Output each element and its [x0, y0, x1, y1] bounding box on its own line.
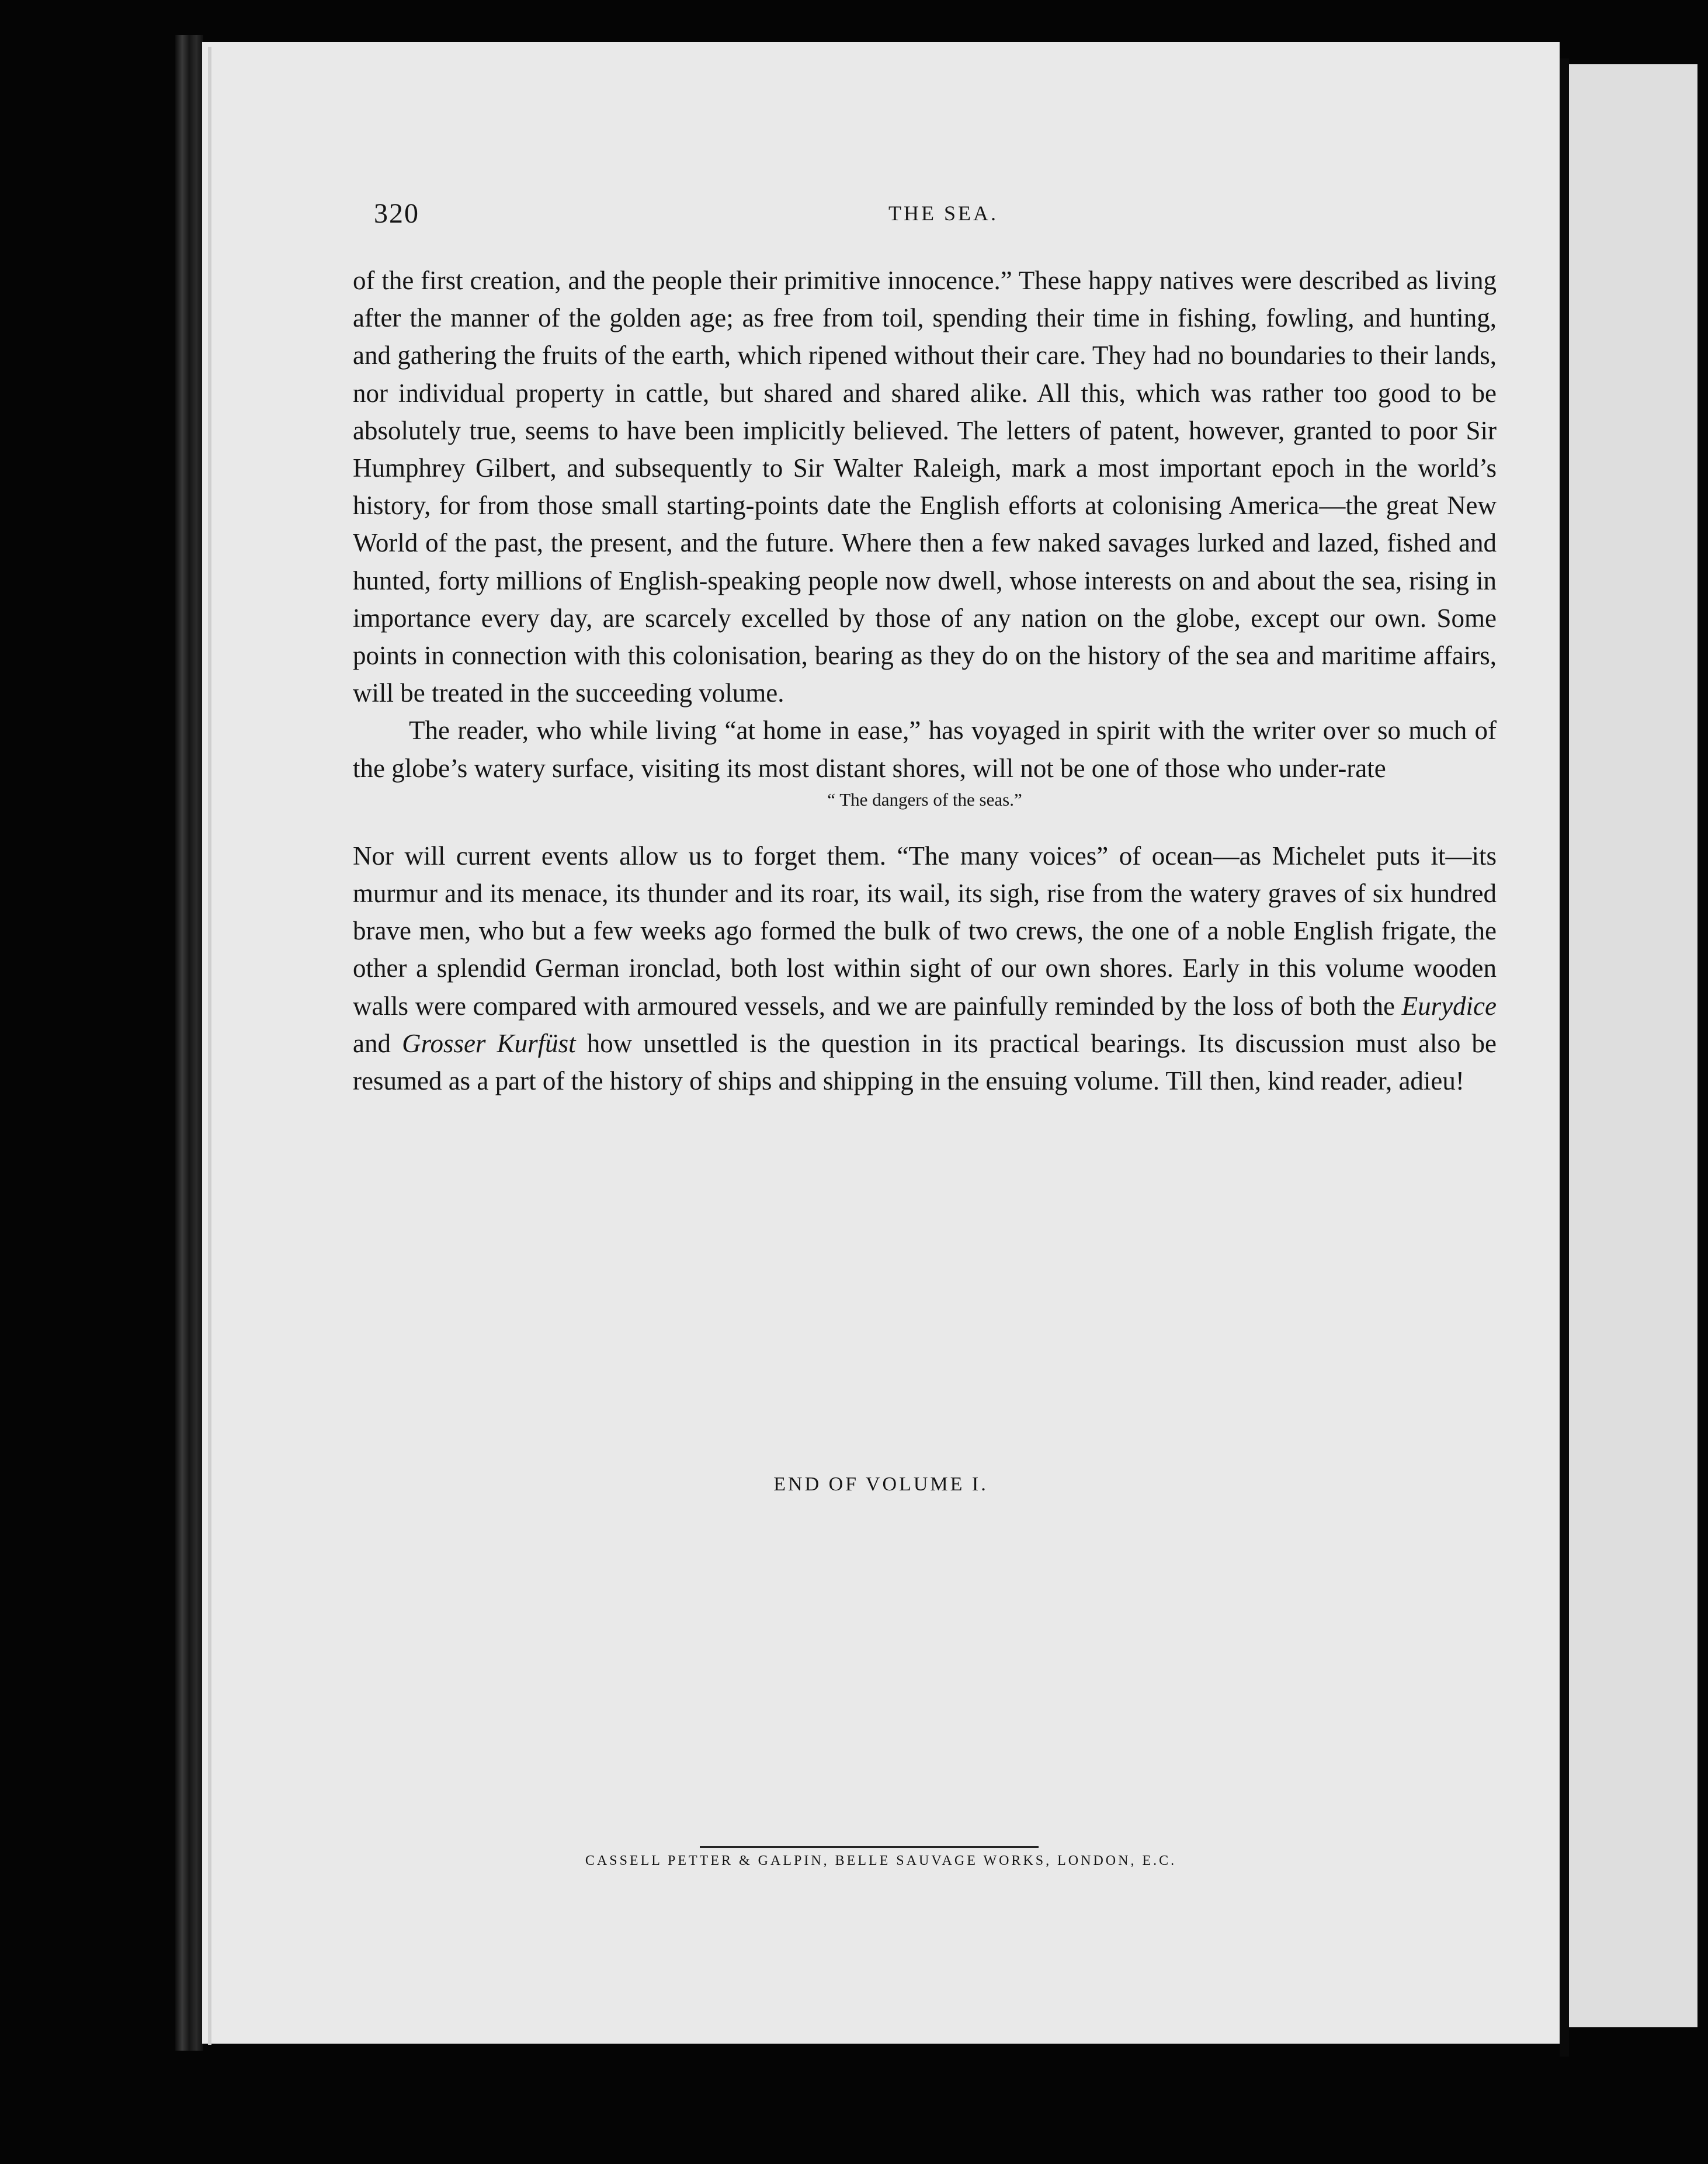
quotation: “ The dangers of the seas.” — [827, 789, 1022, 810]
running-head — [374, 197, 1513, 238]
page-number: 320 — [374, 198, 419, 229]
paragraph-1: of the first creation, and the people their primitive innocence.” These happy natives were described as living after the manner of the golden age; as free from toil, spending their time in fishing, fowling, and hunting, and gathering the fruits of the earth, which ripened without their care. They had no boundaries to their lands, nor individual property in cattle, but shared and shared alike. All this, which was rather too good to be absolutely true, seems to have been implicitly believed. The letters of patent, however, granted to poor Sir Humphrey Gilbert, and subsequently to Sir Walter Raleigh, mark a most important epoch in the world’s history, for from those small starting-points date the English efforts at colonising America—the great New World of the past, the present, and the future. Where then a few naked savages lurked and lazed, fished and hunted, forty millions of English-speaking people now dwell, whose interests on and about the sea, rising in importance every day, are scarcely excelled by those of any nation on the globe, except our own. Some points in connection with this colonisation, bearing as they do on the history of the sea and maritime affairs, will be treated in the succeeding volume. — [353, 266, 1497, 708]
book-spine — [175, 35, 203, 2051]
body-text — [353, 262, 1497, 1100]
facing-page-edge — [1569, 64, 1697, 2027]
ship-name-grosser-kurfust: Grosser Kurfüst — [402, 1028, 576, 1058]
conjunction: and — [353, 1028, 391, 1058]
paragraph-3 — [353, 837, 1497, 1100]
paragraph-3-text-1: Nor will current events allow us to forget them. “The many voices” of ocean—as Michelet puts it—its murmur and its menace, its thunder and its roar, its wail, its sigh, rise from the watery graves of six hundred brave men, who but a few weeks ago formed the bulk of two crews, the one of a noble English frigate, the other a splendid German ironclad, both lost within sight of our own shores. Early in this volume wooden walls were compared with armoured vessels, and we are painfully reminded by the loss of both the — [353, 841, 1497, 1021]
paragraph-3-text-2: how unsettled is the question in its practical bearings. Its discussion must also be resumed as a part of the history of ships and shipping in the ensuing volume. Till then, kind reader, adieu! — [353, 1028, 1497, 1096]
ship-name-eurydice: Eurydice — [1401, 991, 1497, 1021]
running-title: THE SEA. — [888, 202, 998, 225]
printer-imprint: CASSELL PETTER & GALPIN, BELLE SAUVAGE WORKS, LONDON, E.C. — [585, 1853, 1177, 1868]
paragraph-2: The reader, who while living “at home in ease,” has voyaged in spirit with the writer over so much of the globe’s watery surface, visiting its most distant shores, will not be one of those who under-rate — [353, 716, 1497, 783]
gutter-edge — [208, 47, 211, 2045]
page-gap — [1560, 58, 1569, 2057]
end-of-volume: END OF VOLUME I. — [773, 1473, 988, 1495]
imprint-rule — [700, 1846, 1039, 1848]
